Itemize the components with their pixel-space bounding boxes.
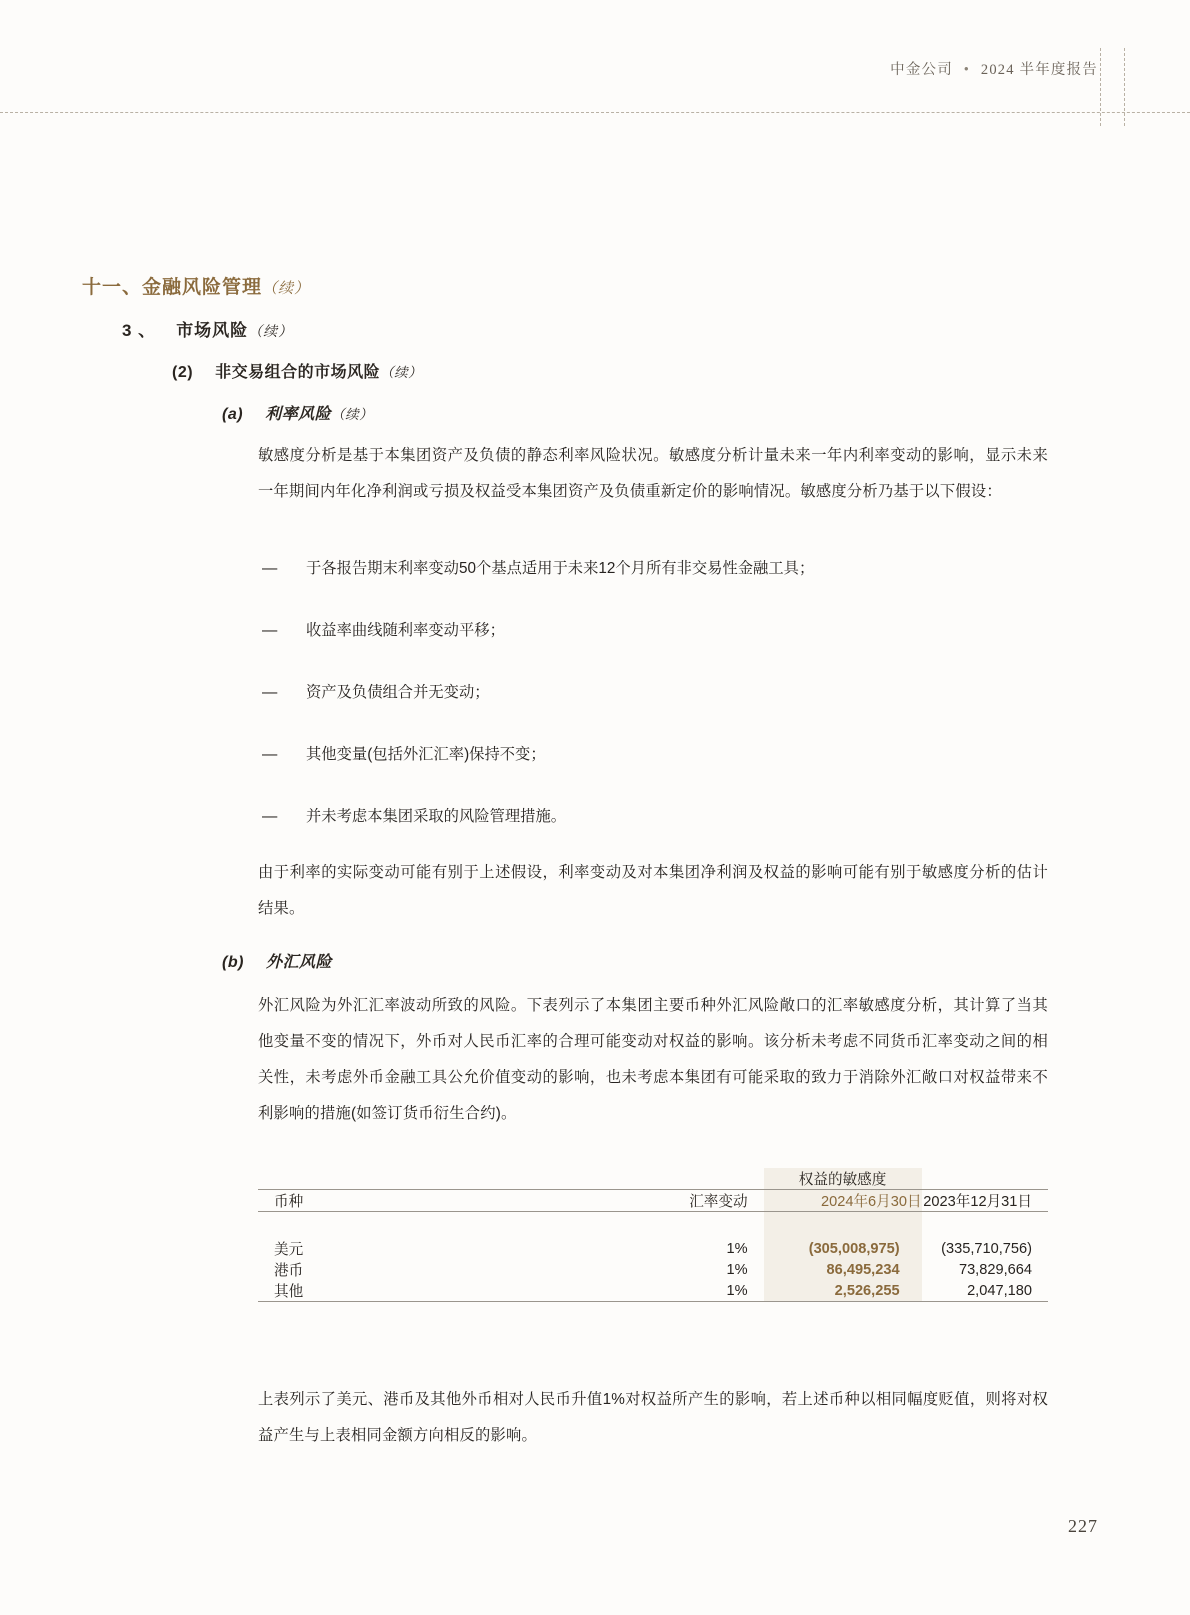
paragraph-actual-variation: 由于利率的实际变动可能有别于上述假设，利率变动及对本集团净利润及权益的影响可能有别于敏感度分析的估计结果。 [258, 864, 1048, 917]
fx-sensitivity-table [258, 1168, 1048, 1302]
subsection3-continued: （续） [380, 365, 423, 380]
cell-rate-change: 1% [606, 1280, 764, 1302]
page-header [890, 58, 1098, 79]
assumption-list [258, 554, 1048, 864]
header-report-title: 2024 半年度报告 [980, 62, 1098, 78]
paragraph-table-explanation: 上表列示了美元、港币及其他外币相对人民币升值1%对权益所产生的影响，若上述币种以相同幅度贬值，则将对权益产生与上表相同金额方向相反的影响。 [258, 1391, 1048, 1444]
subsection4b-number: (b) [222, 954, 244, 971]
section-heading-text: 十一、金融风险管理 [82, 277, 263, 298]
cell-currency: 港币 [274, 1263, 304, 1279]
column-header-currency: 币种 [258, 1190, 606, 1212]
subsection4a-title: 利率风险 [265, 406, 332, 423]
table-row [258, 1238, 1048, 1259]
subsection-heading-interest-rate-risk [222, 401, 373, 424]
list-dash-icon: — [262, 684, 278, 701]
cell-current-value: 2,526,255 [764, 1280, 922, 1302]
subsection3-number: (2) [172, 364, 194, 381]
cell-current-value: 86,495,234 [764, 1259, 922, 1280]
table-header-row [258, 1190, 1048, 1212]
list-dash-icon: — [262, 808, 278, 825]
list-item [258, 554, 1048, 616]
list-item [258, 678, 1048, 740]
subsection-continued: （续） [248, 323, 294, 339]
table-spacer-row [258, 1212, 1048, 1239]
list-item [258, 740, 1048, 802]
header-divider [0, 112, 1190, 113]
subsection-heading-fx-risk [222, 949, 332, 972]
header-separator: • [963, 62, 971, 78]
list-item-text: 于各报告期末利率变动50个基点适用于未来12个月所有非交易性金融工具； [306, 560, 815, 577]
cell-currency: 美元 [274, 1242, 304, 1258]
table-group-header-row [258, 1168, 1048, 1190]
subsection4a-number: (a) [222, 406, 244, 423]
cell-rate-change: 1% [726, 1240, 748, 1257]
paragraph-sensitivity-analysis: 敏感度分析是基于本集团资产及负债的静态利率风险状况。敏感度分析计量未来一年内利率变动的影响，显示未来一年期间内年化净利润或亏损及权益受本集团资产及负债重新定价的影响情况。敏感度分析乃基于以下假设： [258, 447, 1048, 500]
subsection-number: 3 、 [122, 321, 157, 340]
page-number: 227 [1068, 1516, 1098, 1536]
cell-prior-value: 2,047,180 [922, 1280, 1048, 1302]
subsection3-title: 非交易组合的市场风险 [215, 364, 381, 381]
subsection-title: 市场风险 [176, 321, 249, 340]
list-dash-icon: — [262, 622, 278, 639]
column-header-prior-period: 2023年12月31日 [922, 1190, 1048, 1212]
cell-currency: 其他 [258, 1280, 606, 1302]
list-item-text: 并未考虑本集团采取的风险管理措施。 [306, 808, 567, 825]
crop-mark-outer [1124, 48, 1126, 126]
subsection-heading-market-risk [122, 316, 293, 341]
header-company: 中金公司 [890, 62, 953, 78]
section-heading-financial-risk [82, 272, 310, 299]
list-item-text: 收益率曲线随利率变动平移； [306, 622, 505, 639]
list-item-text: 其他变量(包括外汇汇率)保持不变； [306, 746, 546, 763]
column-header-current-period: 2024年6月30日 [764, 1190, 922, 1212]
list-dash-icon: — [262, 560, 278, 577]
crop-mark-inner [1100, 48, 1102, 126]
cell-current-value: (305,008,975) [764, 1238, 922, 1259]
section-heading-continued: （续） [262, 280, 311, 297]
table-row [258, 1259, 1048, 1280]
cell-prior-value: 73,829,664 [958, 1261, 1032, 1278]
list-item-text: 资产及负债组合并无变动； [306, 684, 490, 701]
fx-sensitivity-table-wrapper [258, 1168, 1048, 1302]
cell-prior-value: (335,710,756) [941, 1240, 1032, 1257]
subsection4a-continued: （续） [331, 407, 374, 422]
table-row [258, 1280, 1048, 1302]
list-dash-icon: — [262, 746, 278, 763]
table-group-header: 权益的敏感度 [764, 1168, 922, 1190]
column-header-rate-change: 汇率变动 [606, 1190, 764, 1212]
subsection4b-title: 外汇风险 [265, 954, 332, 971]
cell-rate-change: 1% [726, 1261, 748, 1278]
paragraph-fx-risk-description: 外汇风险为外汇汇率波动所致的风险。下表列示了本集团主要币种外汇风险敞口的汇率敏感度分析，其计算了当其他变量不变的情况下，外币对人民币汇率的合理可能变动对权益的影响。该分析未考虑不同货币汇率变动之间的相关性，未考虑外币金融工具公允价值变动的影响，也未考虑本集团有可能采取的致力于消除外汇敞口对权益带来不利影响的措施(如签订货币衍生合约)。 [258, 997, 1048, 1122]
list-item [258, 616, 1048, 678]
subsection-heading-nontrading [172, 359, 422, 382]
